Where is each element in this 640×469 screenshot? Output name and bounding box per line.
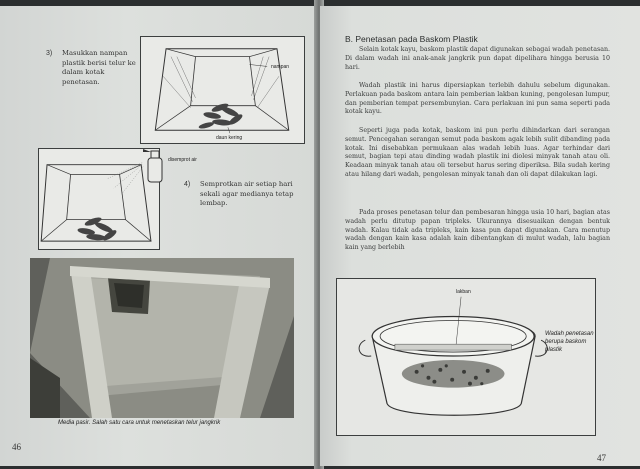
step4-text: Semprotkan air setiap hari sekali agar medianya tetap lembap. [200, 180, 294, 207]
fig-label-tape: lakban [456, 289, 471, 295]
fig1-label-leaves: daun kering [216, 135, 243, 141]
photo-caption: Media pasir. Salah satu cara untuk menetaskan telur jangkrik [58, 420, 221, 426]
paragraph-1: Selain kotak kayu, baskom plastik dapat digunakan sebagai wadah penetasan. Di dalam wadah ini anak-anak jangkrik pun dapat dipelihara hingga berusia 10 hari. [345, 46, 610, 71]
paragraph-4: Pada proses penetasan telur dan pembesaran hingga usia 10 hari, bagian atas wadah perlu ditutup papan tripleks. Ukurannya disesuaikan dengan bentuk wadah. Kalau tidak ada tripleks, kain kasa pun dapat digunakan. Cara menutup wadah dengan kain kasa adalah kain dibentangkan di mulut wadah, lalu bagian kain yang berlebih [345, 209, 610, 252]
left-page [0, 6, 318, 466]
sand-media-photo [30, 258, 294, 418]
section-heading: B. Penetasan pada Baskom Plastik [345, 34, 478, 44]
figure-box-tray [140, 36, 305, 144]
paragraph-2: Wadah plastik ini harus dipersiapkan terlebih dahulu sebelum digunakan. Perlakuan pada baskom antara lain pemberian lakban kuning, pengolesan lumpur, dan pemberian tempat persembunyian. Cara perlakuan ini pun sama seperti pada kotak kayu. [345, 82, 610, 116]
figure-basin [336, 278, 596, 436]
box-tray-illustration [141, 37, 304, 143]
plastic-basin-illustration [337, 279, 595, 435]
basin-caption: Wadah penetasan berupa baskom plastik [545, 331, 594, 353]
paragraph-3: Seperti juga pada kotak, baskom ini pun perlu dihindarkan dari serangan semut. Pencegahan serangan semut pada baskom agak lebih sulit dibanding pada kotak. Ini disebabkan permukaan alas wadah lebih luas. Agar terhindar dari semut, bagian tepi atau dinding wadah plastik ini diolesi minyak tanah atau oli. Keadaan minyak tanah atau oli tersebut harus sering diperiksa. Bila sudah kering atau hilang dari wadah, pengolesan minyak tanah dan oli dapat dilakukan lagi. [345, 127, 610, 178]
step3-text: Masukkan nampan plastik berisi telur ke dalam kotak penetasan. [62, 49, 136, 86]
step3-number: 3) [46, 50, 53, 57]
fig1-label-tray: nampan [271, 64, 290, 70]
right-page-number: 47 [597, 453, 606, 463]
spray-bottle-icon [140, 146, 168, 186]
photo-sand-media [30, 258, 294, 418]
left-page-number: 46 [12, 442, 21, 452]
fig2-label-spray: disemprot air [168, 157, 197, 163]
step4-number: 4) [184, 181, 191, 188]
